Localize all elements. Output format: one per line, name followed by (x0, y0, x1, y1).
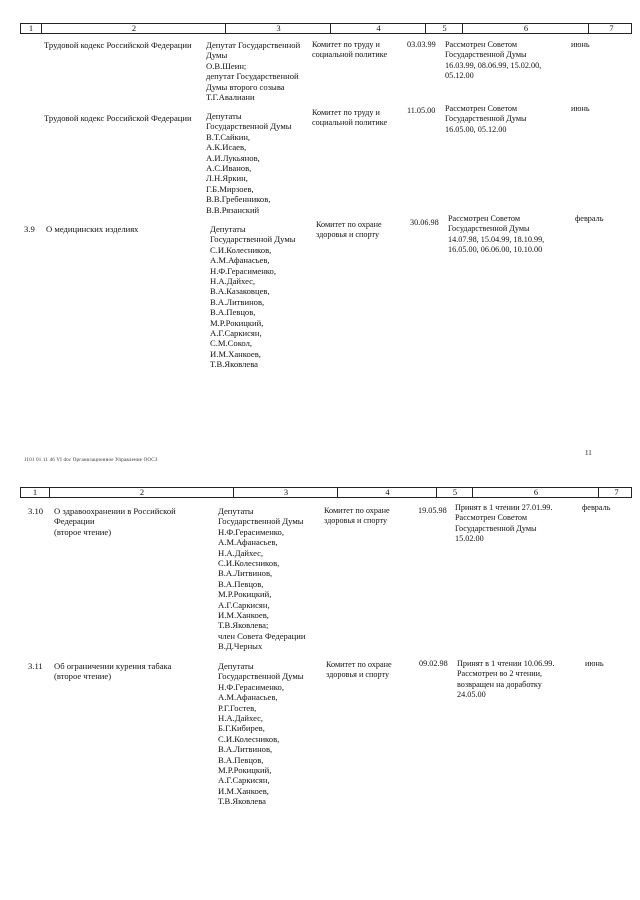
row4-date: 19.05.98 (418, 506, 447, 515)
row5-title: Об ограничении курения табака (второе чтение) (54, 661, 172, 682)
row4-month: февраль (582, 503, 611, 512)
row5-num: 3.11 (28, 661, 43, 671)
page-number: 11 (585, 449, 592, 457)
header-col-5: 5 (436, 488, 473, 497)
header-col-5: 5 (425, 24, 463, 33)
row4-title: О здравоохранении в Российской Федерации (второе чтение) (54, 506, 176, 537)
row2-date: 11.05.00 (407, 106, 436, 115)
header-col-6: 6 (472, 488, 599, 497)
row1-status: Рассмотрен Советом Государственной Думы 16.03.99, 08.06.99, 15.02.00, 05.12.00 (445, 40, 542, 81)
header-col-2: 2 (49, 488, 234, 497)
header-col-7: 7 (598, 488, 634, 497)
row2-month: июнь (571, 104, 590, 113)
header-col-7: 7 (588, 24, 634, 33)
row4-committee: Комитет по охране здоровья и спорту (324, 506, 390, 526)
row3-month: февраль (575, 214, 604, 223)
document-footer-code: 1101 01 11 46 VI doc Организационное Управление ООСЗ (24, 458, 158, 463)
row1-authors: Депутат Государственной Думы О.В.Шеин; депутат Государственной Думы второго созыва Т.Г.Авалиани (206, 40, 301, 103)
header-col-4: 4 (330, 24, 426, 33)
row4-status: Принят в 1 чтении 27.01.99. Рассмотрен Советом Государственной Думы 15.02.00 (455, 503, 553, 544)
row1-date: 03.03.99 (407, 40, 436, 49)
row3-title: О медицинских изделиях (46, 224, 139, 234)
row2-status: Рассмотрен Советом Государственной Думы 16.05.00, 05.12.00 (445, 104, 527, 134)
header-col-4: 4 (337, 488, 437, 497)
header-col-1: 1 (28, 23, 34, 33)
table-header-page1 (20, 23, 632, 34)
row5-month: июнь (585, 659, 604, 668)
header-col-3: 3 (225, 24, 331, 33)
row5-date: 09.02.98 (419, 659, 448, 668)
row3-authors: Депутаты Государственной Думы С.И.Колесников, А.М.Афанасьев, Н.Ф.Герасименко, Н.А.Дайхес, В.А.Казаковцев, В.А.Литвинов, В.А.Певцов, М.Р.Рокицкий, А.Г.Саркисян, С.М.Сокол, И.М.Ханкоев, Т.В.Яковлева (210, 224, 296, 370)
row4-num: 3.10 (28, 506, 44, 516)
row1-title: Трудовой кодекс Российской Федерации (44, 40, 192, 50)
row2-committee: Комитет по труду и социальной политике (312, 108, 388, 128)
row2-title: Трудовой кодекс Российской Федерации (44, 113, 192, 123)
row1-month: июнь (571, 40, 590, 49)
row1-committee: Комитет по труду и социальной политике (312, 40, 388, 60)
header-col-2: 2 (41, 24, 226, 33)
header-col-6: 6 (462, 24, 589, 33)
row3-status: Рассмотрен Советом Государственной Думы 14.07.98, 15.04.99, 18.10.99, 16.05.00, 06.06.00, 10.10.00 (448, 214, 545, 255)
row3-num: 3.9 (24, 224, 35, 234)
header-col-1: 1 (32, 487, 38, 497)
row3-date: 30.06.98 (410, 218, 439, 227)
header-col-3: 3 (233, 488, 338, 497)
row4-authors: Депутаты Государственной Думы Н.Ф.Герасименко, А.М.Афанасьев, Н.А.Дайхес, С.И.Колесников, В.А.Литвинов, В.А.Певцов, М.Р.Рокицкий, А.Г.Саркисян, И.М.Ханкоев, Т.В.Яковлева; член Совета Федерации В.Д.Черных (218, 506, 306, 652)
row2-authors: Депутаты Государственной Думы В.Т.Сайкин, А.К.Исаев, А.И.Лукьянов, А.С.Иванов, Л.Н.Яркин, Г.Б.Мирзоев, В.В.Гребенников, В.В.Рязанский (206, 111, 292, 215)
row5-committee: Комитет по охране здоровья и спорту (326, 660, 392, 680)
table-header-page2 (20, 487, 632, 498)
row5-authors: Депутаты Государственной Думы Н.Ф.Герасименко, А.М.Афанасьев, Р.Г.Гостев, Н.А.Дайхес, Б.Г.Кибирев, С.И.Колесников, В.А.Литвинов, В.А.Певцов, М.Р.Рокицкий, А.Г.Саркисян, И.М.Ханкоев, Т.В.Яковлева (218, 661, 304, 807)
row5-status: Принят в 1 чтении 10.06.99. Рассмотрен во 2 чтении, возвращен на доработку 24.05.00 (457, 659, 555, 700)
row3-committee: Комитет по охране здоровья и спорту (316, 220, 382, 240)
